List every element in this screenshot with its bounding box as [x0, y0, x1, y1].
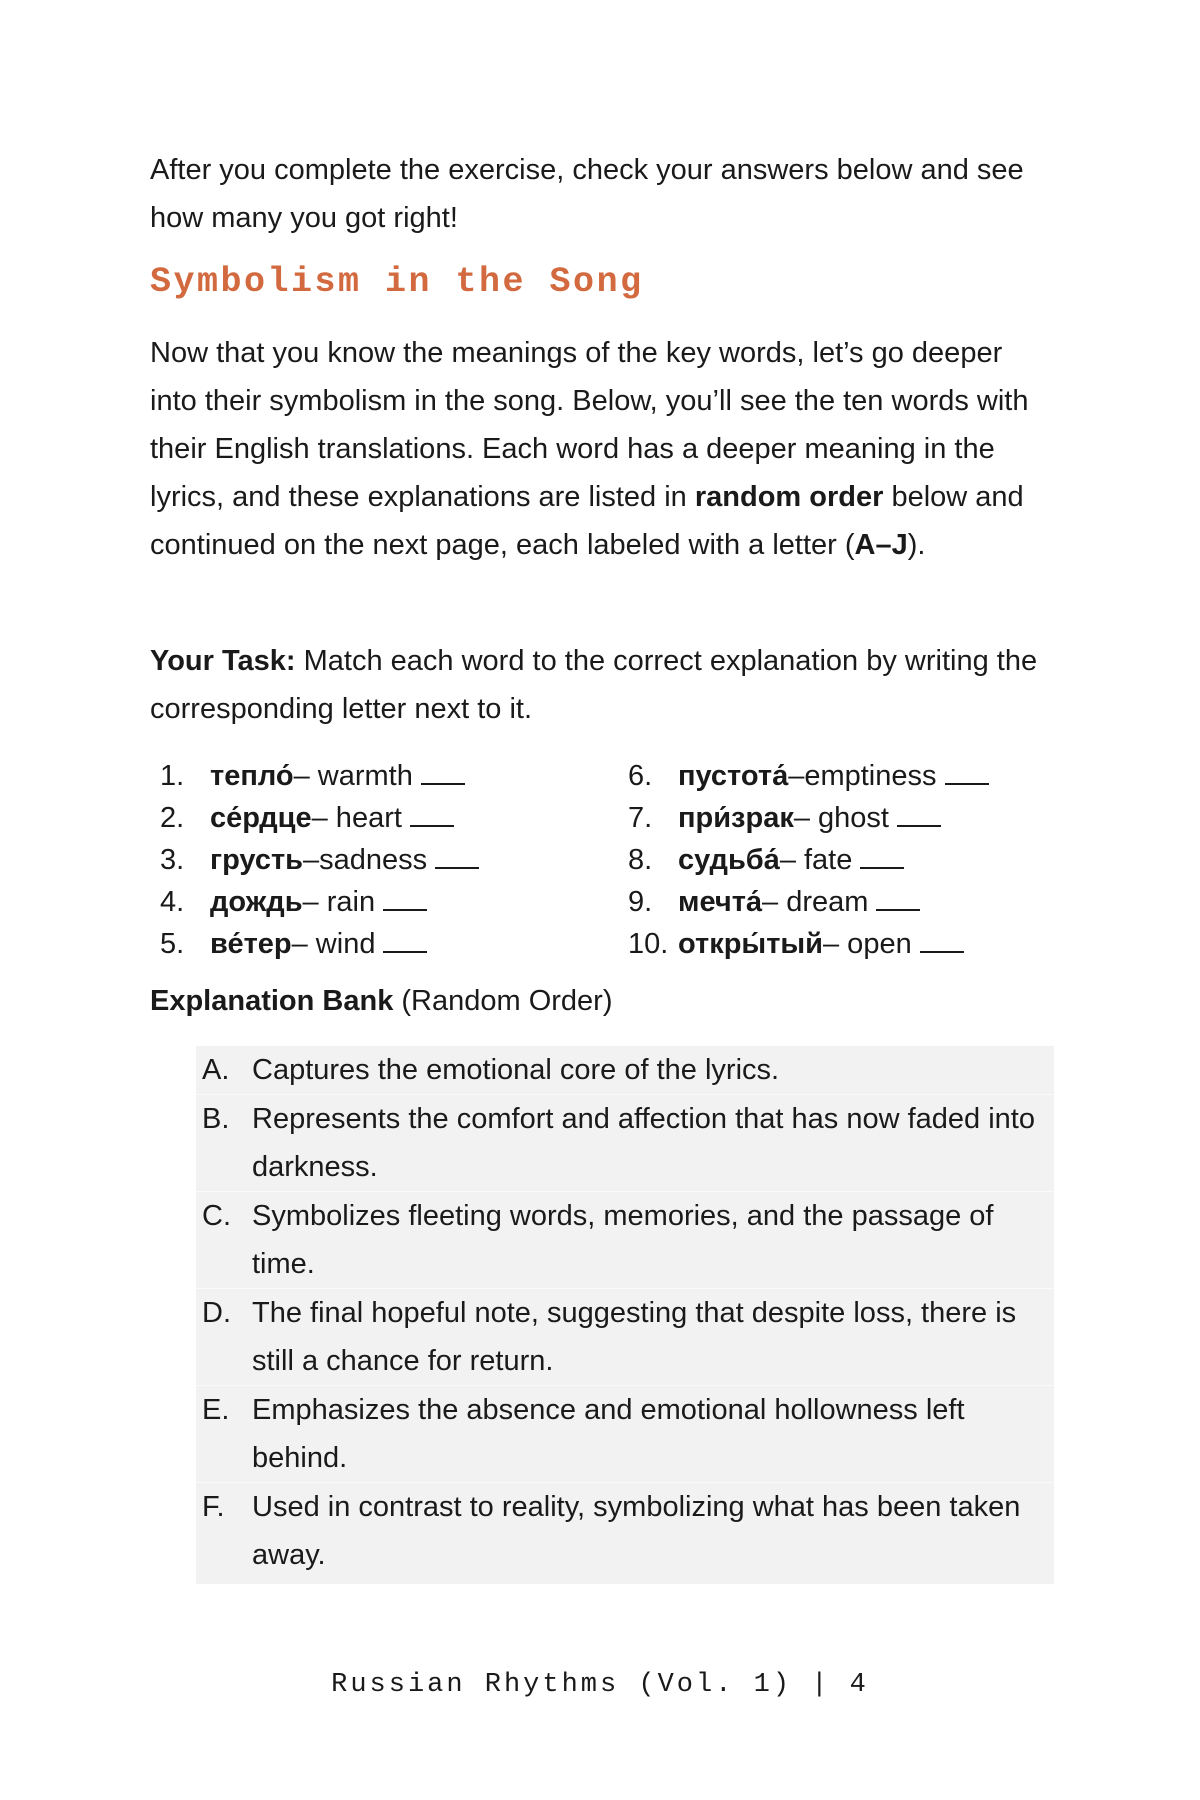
explanation-item — [196, 1192, 1054, 1289]
explanation-bank-title — [150, 977, 613, 1025]
russian-word: ве́тер — [210, 928, 292, 960]
body-text-2: below and continued on the next page, each labeled with a letter ( — [150, 481, 1024, 561]
explanation-item — [196, 1289, 1054, 1386]
russian-word: тепло́ — [210, 760, 294, 792]
english-translation: – open — [823, 928, 912, 960]
word-number: 3. — [160, 844, 185, 876]
explanation-text: The final hopeful note, suggesting that despite loss, there is still a chance for return. — [252, 1297, 1017, 1377]
english-translation: –emptiness — [788, 760, 937, 792]
explanation-letter: B. — [202, 1103, 230, 1135]
word-item — [160, 755, 479, 797]
russian-word: при́зрак — [678, 802, 794, 834]
russian-word: судьба́ — [678, 844, 780, 876]
explanation-letter: F. — [202, 1491, 225, 1523]
body-bold-random-order: random order — [694, 481, 884, 513]
english-translation: – dream — [762, 886, 869, 918]
explanation-item — [196, 1046, 1054, 1095]
explanation-text: Symbolizes fleeting words, memories, and the passage of time. — [252, 1200, 994, 1280]
body-text-3: ). — [907, 529, 926, 561]
section-heading: Symbolism in the Song — [150, 262, 644, 302]
answer-blank[interactable] — [897, 797, 941, 827]
explanation-bank — [196, 1046, 1054, 1584]
explanation-letter: E. — [202, 1394, 230, 1426]
english-translation: –sadness — [302, 844, 428, 876]
english-translation: – heart — [311, 802, 402, 834]
word-item — [160, 923, 479, 965]
answer-blank[interactable] — [435, 839, 479, 869]
answer-blank[interactable] — [383, 923, 427, 953]
bank-title-bold: Explanation Bank — [150, 985, 394, 1017]
word-number: 4. — [160, 886, 185, 918]
word-number: 2. — [160, 802, 185, 834]
intro-paragraph: After you complete the exercise, check your answers below and see how many you got right! — [150, 154, 1024, 234]
explanation-text: Used in contrast to reality, symbolizing what has been taken away. — [252, 1491, 1021, 1571]
russian-word: пустота́ — [678, 760, 789, 792]
word-list-right — [628, 755, 989, 965]
english-translation: – warmth — [293, 760, 413, 792]
word-number: 7. — [628, 802, 653, 834]
explanation-text: Captures the emotional core of the lyrics. — [252, 1054, 780, 1086]
russian-word: се́рдце — [210, 802, 312, 834]
word-number: 1. — [160, 760, 185, 792]
explanation-item — [196, 1095, 1054, 1192]
explanation-letter: D. — [202, 1297, 231, 1329]
bank-title-rest: (Random Order) — [393, 985, 613, 1017]
body-bold-letter-range: A–J — [854, 529, 908, 561]
answer-blank[interactable] — [860, 839, 904, 869]
word-number: 9. — [628, 886, 653, 918]
word-number: 6. — [628, 760, 653, 792]
body-paragraph — [150, 329, 1050, 569]
word-number: 10. — [628, 928, 669, 960]
word-item — [628, 923, 989, 965]
page-footer: Russian Rhythms (Vol. 1) | 4 — [331, 1670, 869, 1700]
task-paragraph — [150, 637, 1050, 733]
russian-word: грусть — [210, 844, 303, 876]
body-text-1: Now that you know the meanings of the key words, let’s go deeper into their symbolism in the song. Below, you’ll see the ten words with their English translations. Each word has a deeper meaning in the lyrics, and these explanations are listed in — [150, 337, 1029, 513]
explanation-item — [196, 1483, 1054, 1584]
answer-blank[interactable] — [945, 755, 989, 785]
word-item — [628, 797, 989, 839]
word-item — [628, 881, 989, 923]
word-item — [160, 797, 479, 839]
word-item — [160, 881, 479, 923]
english-translation: – fate — [779, 844, 853, 876]
word-item — [628, 839, 989, 881]
word-item — [160, 839, 479, 881]
explanation-letter: C. — [202, 1200, 231, 1232]
word-list-left — [160, 755, 479, 965]
task-label: Your Task: — [150, 645, 296, 677]
word-number: 8. — [628, 844, 653, 876]
answer-blank[interactable] — [383, 881, 427, 911]
explanation-text: Represents the comfort and affection that has now faded into darkness. — [252, 1103, 1035, 1183]
russian-word: откры́тый — [678, 928, 823, 960]
english-translation: – rain — [302, 886, 376, 918]
word-number: 5. — [160, 928, 185, 960]
english-translation: – ghost — [793, 802, 889, 834]
answer-blank[interactable] — [421, 755, 465, 785]
answer-blank[interactable] — [876, 881, 920, 911]
answer-blank[interactable] — [920, 923, 964, 953]
task-text: Match each word to the correct explanation by writing the corresponding letter next to it. — [150, 645, 1038, 725]
word-item — [628, 755, 989, 797]
english-translation: – wind — [291, 928, 376, 960]
russian-word: дождь — [210, 886, 303, 918]
russian-word: мечта́ — [678, 886, 763, 918]
explanation-text: Emphasizes the absence and emotional hollowness left behind. — [252, 1394, 965, 1474]
explanation-letter: A. — [202, 1054, 230, 1086]
answer-blank[interactable] — [410, 797, 454, 827]
explanation-item — [196, 1386, 1054, 1483]
